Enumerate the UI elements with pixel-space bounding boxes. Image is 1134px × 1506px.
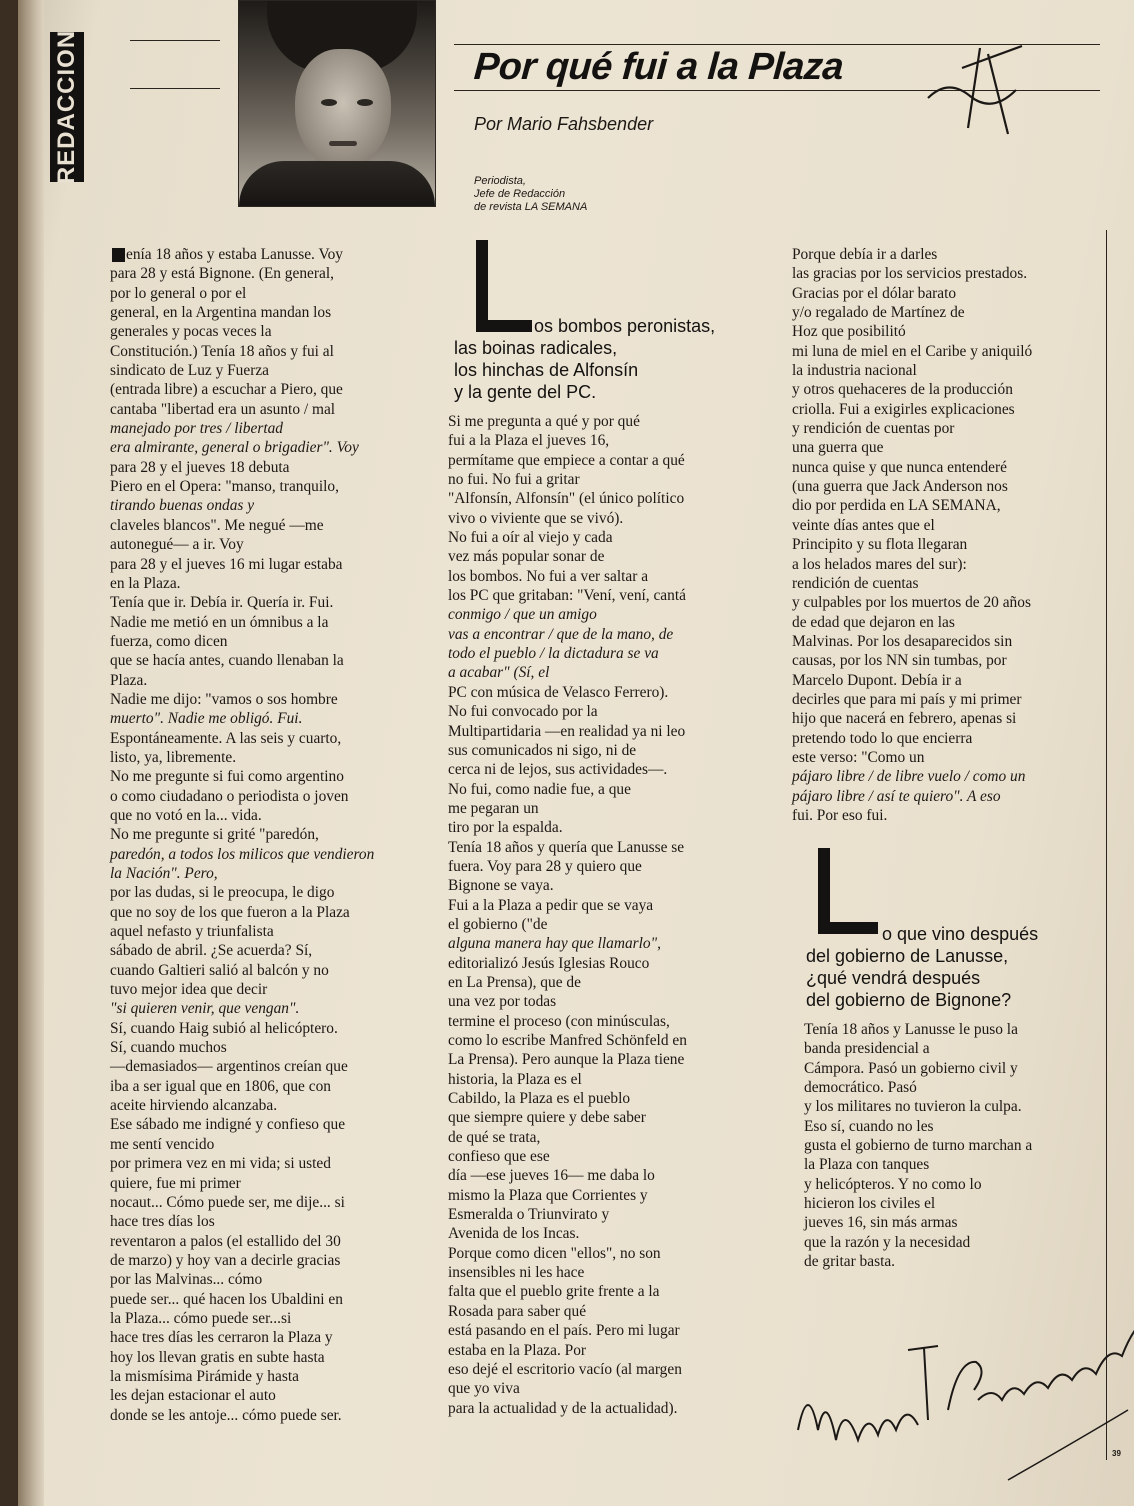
- text-line: reventaron a palos (el estallido del 30: [110, 1232, 341, 1250]
- text-line: Avenida de los Incas.: [448, 1225, 580, 1243]
- pull-quote-line: ¿qué vendrá después: [806, 968, 981, 988]
- text-line: a acabar" (Sí, el: [448, 664, 550, 682]
- text-line: que yo viva: [448, 1380, 520, 1398]
- text-line: Plaza.: [110, 671, 148, 689]
- text-line: Sí, cuando muchos: [110, 1039, 227, 1057]
- text-line: Rosada para saber qué: [448, 1302, 587, 1320]
- text-line: tiro por la espalda.: [448, 819, 563, 837]
- text-line: en La Prensa), que de: [448, 973, 581, 991]
- text-line: mismo la Plaza que Corrientes y: [448, 1186, 648, 1204]
- text-line: listo, ya, libremente.: [110, 748, 237, 766]
- text-line: claveles blancos". Me negué —me: [110, 516, 324, 534]
- text-line: Gracias por el dólar barato: [792, 284, 957, 302]
- text-line: sindicato de Luz y Fuerza: [110, 362, 269, 380]
- author-role: [474, 175, 694, 214]
- section-label: [50, 29, 84, 185]
- text-line: Cámpora. Pasó un gobierno civil y: [804, 1059, 1018, 1077]
- text-line: que la razón y la necesidad: [804, 1233, 971, 1251]
- text-line: paredón, a todos los milicos que vendieron: [110, 845, 375, 863]
- text-line: fuera. Voy para 28 y quiero que: [448, 857, 642, 875]
- text-line: para 28 y el jueves 18 debuta: [110, 458, 290, 476]
- text-line: sábado de abril. ¿Se acuerda? Sí,: [110, 942, 313, 960]
- text-line: donde se les antoje... cómo puede ser.: [110, 1406, 342, 1424]
- text-line: Si me pregunta a qué y por qué: [448, 413, 640, 430]
- text-line: No fui convocado por la: [448, 703, 598, 721]
- text-line: vas a encontrar / que de la mano, de: [448, 625, 674, 643]
- text-line: Tenía que ir. Debía ir. Quería ir. Fui.: [110, 594, 334, 612]
- text-line: que no votó en la... vida.: [110, 806, 262, 824]
- text-line: me pegaran un: [448, 799, 539, 817]
- text-line: Sí, cuando Haig subió al helicóptero.: [110, 1019, 338, 1037]
- text-line: y culpables por los muertos de 20 años: [792, 594, 1031, 612]
- text-line: los bombos. No fui a ver saltar a: [448, 567, 649, 585]
- text-line: Eso sí, cuando no les: [804, 1117, 934, 1135]
- text-line: Principito y su flota llegaran: [792, 536, 968, 554]
- text-line: vivo o viviente que se vivó).: [448, 509, 624, 527]
- text-line: Piero en el Opera: "manso, tranquilo,: [110, 478, 339, 496]
- text-line: general, en la Argentina mandan los: [110, 304, 332, 322]
- text-line: o como ciudadano o periodista o joven: [110, 787, 349, 805]
- text-line: editorializó Jesús Iglesias Rouco: [448, 954, 650, 972]
- text-line: historia, la Plaza es el: [448, 1070, 582, 1088]
- text-line: Nadie me metió en un ómnibus a la: [110, 613, 329, 631]
- text-line: pájaro libre / así te quiero". A eso: [792, 787, 1001, 805]
- text-line: autonegué— a ir. Voy: [110, 536, 244, 554]
- text-line: cuando Galtieri salió al balcón y no: [110, 961, 329, 979]
- text-line: y otros quehaceres de la producción: [792, 381, 1013, 399]
- text-line: Porque debía ir a darles: [792, 246, 938, 263]
- text-line: día —ese jueves 16— me daba lo: [448, 1167, 655, 1185]
- text-line: está pasando en el país. Pero mi lugar: [448, 1322, 680, 1340]
- text-line: hoy los llevan gratis en subte hasta: [110, 1348, 325, 1366]
- article-column-3: [792, 245, 1132, 825]
- text-line: termine el proceso (con minúsculas,: [448, 1012, 670, 1030]
- handwritten-check-mark: [918, 38, 1048, 138]
- text-line: aquel nefasto y triunfalista: [110, 923, 274, 941]
- text-line: quiere, fue mi primer: [110, 1174, 241, 1192]
- text-line: como lo escribe Manfred Schönfeld en: [448, 1032, 687, 1049]
- author-photo: [238, 0, 436, 207]
- text-line: para 28 y está Bignone. (En general,: [110, 265, 334, 283]
- text-line: causas, por los NN sin tumbas, por: [792, 652, 1007, 670]
- text-line: Espontáneamente. A las seis y cuarto,: [110, 729, 342, 747]
- pull-quote-line: y la gente del PC.: [454, 382, 597, 402]
- text-line: este verso: "Como un: [792, 748, 925, 766]
- text-line: no fui. No fui a gritar: [448, 471, 580, 489]
- text-line: por las Malvinas... cómo: [110, 1271, 263, 1289]
- text-line: y/o regalado de Martínez de: [792, 304, 965, 322]
- text-line: banda presidencial a: [804, 1040, 930, 1058]
- text-line: todo el pueblo / la dictadura se va: [448, 645, 659, 663]
- text-line: muerto". Nadie me obligó. Fui.: [110, 710, 303, 728]
- text-line: fuerza, como dicen: [110, 632, 228, 650]
- text-line: Tenía 18 años y Lanusse le puso la: [804, 1021, 1018, 1038]
- pull-quote-line: los hinchas de Alfonsín: [454, 360, 639, 380]
- text-line: gusta el gobierno de turno marchan a: [804, 1137, 1033, 1155]
- handwritten-signature: [778, 1290, 1134, 1490]
- text-line: los PC que gritaban: "Vení, vení, cantá: [448, 587, 686, 605]
- text-line: en la Plaza.: [110, 574, 181, 592]
- text-line: una vez por todas: [448, 993, 557, 1011]
- text-line: que se hacía antes, cuando llenaban la: [110, 652, 344, 670]
- text-line: Constitución.) Tenía 18 años y fui al: [110, 342, 334, 360]
- text-line: PC con música de Velasco Ferrero).: [448, 683, 669, 701]
- pull-quote-line: del gobierno de Lanusse,: [806, 946, 1009, 966]
- text-line: pretendo todo lo que encierra: [792, 729, 973, 747]
- text-line: Multipartidaria —en realidad ya ni leo: [448, 722, 686, 740]
- text-line: era almirante, general o brigadier". Voy: [110, 439, 359, 457]
- text-line: tuvo mejor idea que decir: [110, 981, 268, 999]
- text-line: La Prensa). Pero aunque la Plaza tiene: [448, 1051, 685, 1069]
- text-line: una guerra que: [792, 439, 884, 457]
- text-line: dio por perdida en LA SEMANA,: [792, 497, 1001, 515]
- article-byline: Por Mario Fahsbender: [474, 114, 654, 134]
- text-line: hijo que nacerá en febrero, apenas si: [792, 710, 1017, 728]
- text-line: democrático. Pasó: [804, 1079, 917, 1097]
- text-line: la mismísima Pirámide y hasta: [110, 1367, 299, 1385]
- text-line: jueves 16, sin más armas: [804, 1214, 958, 1232]
- text-line: y rendición de cuentas por: [792, 420, 955, 438]
- text-line: No fui, como nadie fue, a que: [448, 780, 631, 798]
- text-line: para la actualidad y de la actualidad).: [448, 1399, 678, 1417]
- text-line: nocaut... Cómo puede ser, me dije... si: [110, 1193, 345, 1211]
- text-line: de gritar basta.: [804, 1253, 896, 1271]
- text-line: falta que el pueblo grite frente a la: [448, 1283, 660, 1301]
- text-line: hace tres días los: [110, 1213, 215, 1231]
- pull-quote-line: os bombos peronistas,: [534, 316, 716, 336]
- text-line: rendición de cuentas: [792, 574, 919, 592]
- page-binding-shadow: [18, 0, 44, 1506]
- text-line: las gracias por los servicios prestados.: [792, 265, 1028, 283]
- text-line: Tenía 18 años y quería que Lanusse se: [448, 838, 685, 856]
- text-line: por primera vez en mi vida; si usted: [110, 1155, 331, 1173]
- text-line: cantaba "libertad era un asunto / mal: [110, 400, 336, 418]
- text-line: Marcelo Dupont. Debía ir a: [792, 671, 962, 689]
- text-line: Porque como dicen "ellos", no son: [448, 1244, 661, 1262]
- text-line: y los militares no tuvieron la culpa.: [804, 1098, 1022, 1116]
- text-line: me sentí vencido: [110, 1135, 215, 1153]
- text-line: la industria nacional: [792, 362, 917, 380]
- text-line: Bignone se vaya.: [448, 877, 554, 895]
- text-line: la Plaza con tanques: [804, 1156, 930, 1174]
- text-line: (una guerra que Jack Anderson nos: [792, 478, 1008, 496]
- text-line: estaba en la Plaza. Por: [448, 1341, 587, 1359]
- text-line: alguna manera hay que llamarlo",: [448, 935, 661, 953]
- text-line: el gobierno ("de: [448, 915, 548, 933]
- text-line: por las dudas, si le preocupa, le digo: [110, 884, 335, 902]
- header-rule: [130, 40, 220, 41]
- text-line: sus comunicados ni sigo, ni de: [448, 741, 637, 759]
- text-line: —demasiados— argentinos creían que: [110, 1058, 348, 1076]
- author-role-line: Jefe de Redacción: [474, 188, 566, 200]
- text-line: la Nación". Pero,: [110, 865, 218, 882]
- text-line: vez más popular sonar de: [448, 548, 605, 566]
- text-line: "Alfonsín, Alfonsín" (el único político: [448, 490, 685, 508]
- text-line: eso dejé el escritorio vacío (al margen: [448, 1360, 682, 1378]
- text-line: fui. Por eso fui.: [792, 806, 888, 824]
- text-line: puede ser... qué hacen los Ubaldini en: [110, 1290, 343, 1308]
- drop-cap-t: [112, 248, 125, 262]
- text-line: confieso que ese: [448, 1148, 550, 1166]
- text-line: les dejan estacionar el auto: [110, 1387, 276, 1405]
- pull-quote-2: [806, 923, 1038, 1011]
- header-rule: [130, 88, 220, 89]
- text-line: iba a ser igual que en 1806, que con: [110, 1077, 331, 1095]
- text-line: criolla. Fui a exigirles explicaciones: [792, 400, 1015, 418]
- text-line: No me pregunte si grité "paredón,: [110, 826, 319, 844]
- author-role-line: de revista LA SEMANA: [474, 201, 588, 213]
- text-line: "si quieren venir, que vengan".: [110, 1000, 300, 1018]
- text-line: a los helados mares del sur):: [792, 555, 967, 573]
- article-column-2: [448, 412, 788, 1418]
- text-line: fui a la Plaza el jueves 16,: [448, 432, 610, 450]
- article-column-1: [110, 245, 450, 1425]
- text-line: Cabildo, la Plaza es el pueblo: [448, 1090, 631, 1108]
- text-line: decirles que para mi país y mi primer: [792, 690, 1022, 708]
- text-line: que no soy de los que fueron a la Plaza: [110, 903, 350, 921]
- text-line: insensibles ni les hace: [448, 1264, 585, 1282]
- article-column-4: [804, 1020, 1134, 1271]
- pull-quote-line: o que vino después: [882, 924, 1039, 944]
- text-line: aceite hirviendo alcanzaba.: [110, 1097, 278, 1115]
- author-role-line: Periodista,: [474, 175, 526, 187]
- text-line: para 28 y el jueves 16 mi lugar estaba: [110, 555, 343, 573]
- text-line: de marzo) y hoy van a decirle gracias: [110, 1251, 341, 1269]
- text-line: de qué se trata,: [448, 1128, 541, 1146]
- text-line: mi luna de miel en el Caribe y aniquiló: [792, 342, 1033, 360]
- text-line: de edad que dejaron en las: [792, 613, 955, 631]
- magazine-page: [18, 0, 1134, 1506]
- text-line: Malvinas. Por los desaparecidos sin: [792, 632, 1013, 650]
- text-line: (entrada libre) a escuchar a Piero, que: [110, 381, 343, 399]
- text-line: Nadie me dijo: "vamos o sos hombre: [110, 690, 338, 708]
- text-line: No fui a oír al viejo y cada: [448, 529, 613, 547]
- text-line: por lo general o por el: [110, 284, 247, 302]
- text-line: veinte días antes que el: [792, 516, 935, 534]
- text-line: tirando buenas ondas y: [110, 497, 255, 515]
- text-line: nunca quise y que nunca entenderé: [792, 458, 1007, 476]
- text-line: y helicópteros. Y no como lo: [804, 1175, 982, 1193]
- text-line: permítame que empiece a contar a qué: [448, 451, 685, 469]
- pull-quote-1: [454, 315, 715, 403]
- text-line: pájaro libre / de libre vuelo / como un: [792, 768, 1026, 786]
- text-line: enía 18 años y estaba Lanusse. Voy: [126, 246, 343, 263]
- section-label-text: REDACCION: [53, 29, 80, 185]
- text-line: generales y pocas veces la: [110, 323, 272, 341]
- text-line: Fui a la Plaza a pedir que se vaya: [448, 896, 654, 914]
- text-line: que siempre quiere y debe saber: [448, 1109, 646, 1127]
- text-line: hicieron los civiles el: [804, 1195, 936, 1213]
- page-number: 39: [1112, 1449, 1121, 1458]
- text-line: No me pregunte si fui como argentino: [110, 768, 344, 786]
- text-line: Hoz que posibilitó: [792, 323, 906, 341]
- pull-quote-line: las boinas radicales,: [454, 338, 618, 358]
- text-line: manejado por tres / libertad: [110, 420, 283, 438]
- article-title: Por qué fui a la Plaza: [472, 46, 845, 88]
- text-line: Esmeralda o Triunvirato y: [448, 1206, 610, 1224]
- text-line: conmigo / que un amigo: [448, 606, 597, 624]
- text-line: la Plaza... cómo puede ser...si: [110, 1309, 292, 1327]
- text-line: hace tres días les cerraron la Plaza y: [110, 1329, 333, 1347]
- pull-quote-line: del gobierno de Bignone?: [806, 990, 1012, 1010]
- text-line: Ese sábado me indigné y confieso que: [110, 1116, 346, 1134]
- text-line: cerca ni de lejos, sus actividades—.: [448, 761, 668, 779]
